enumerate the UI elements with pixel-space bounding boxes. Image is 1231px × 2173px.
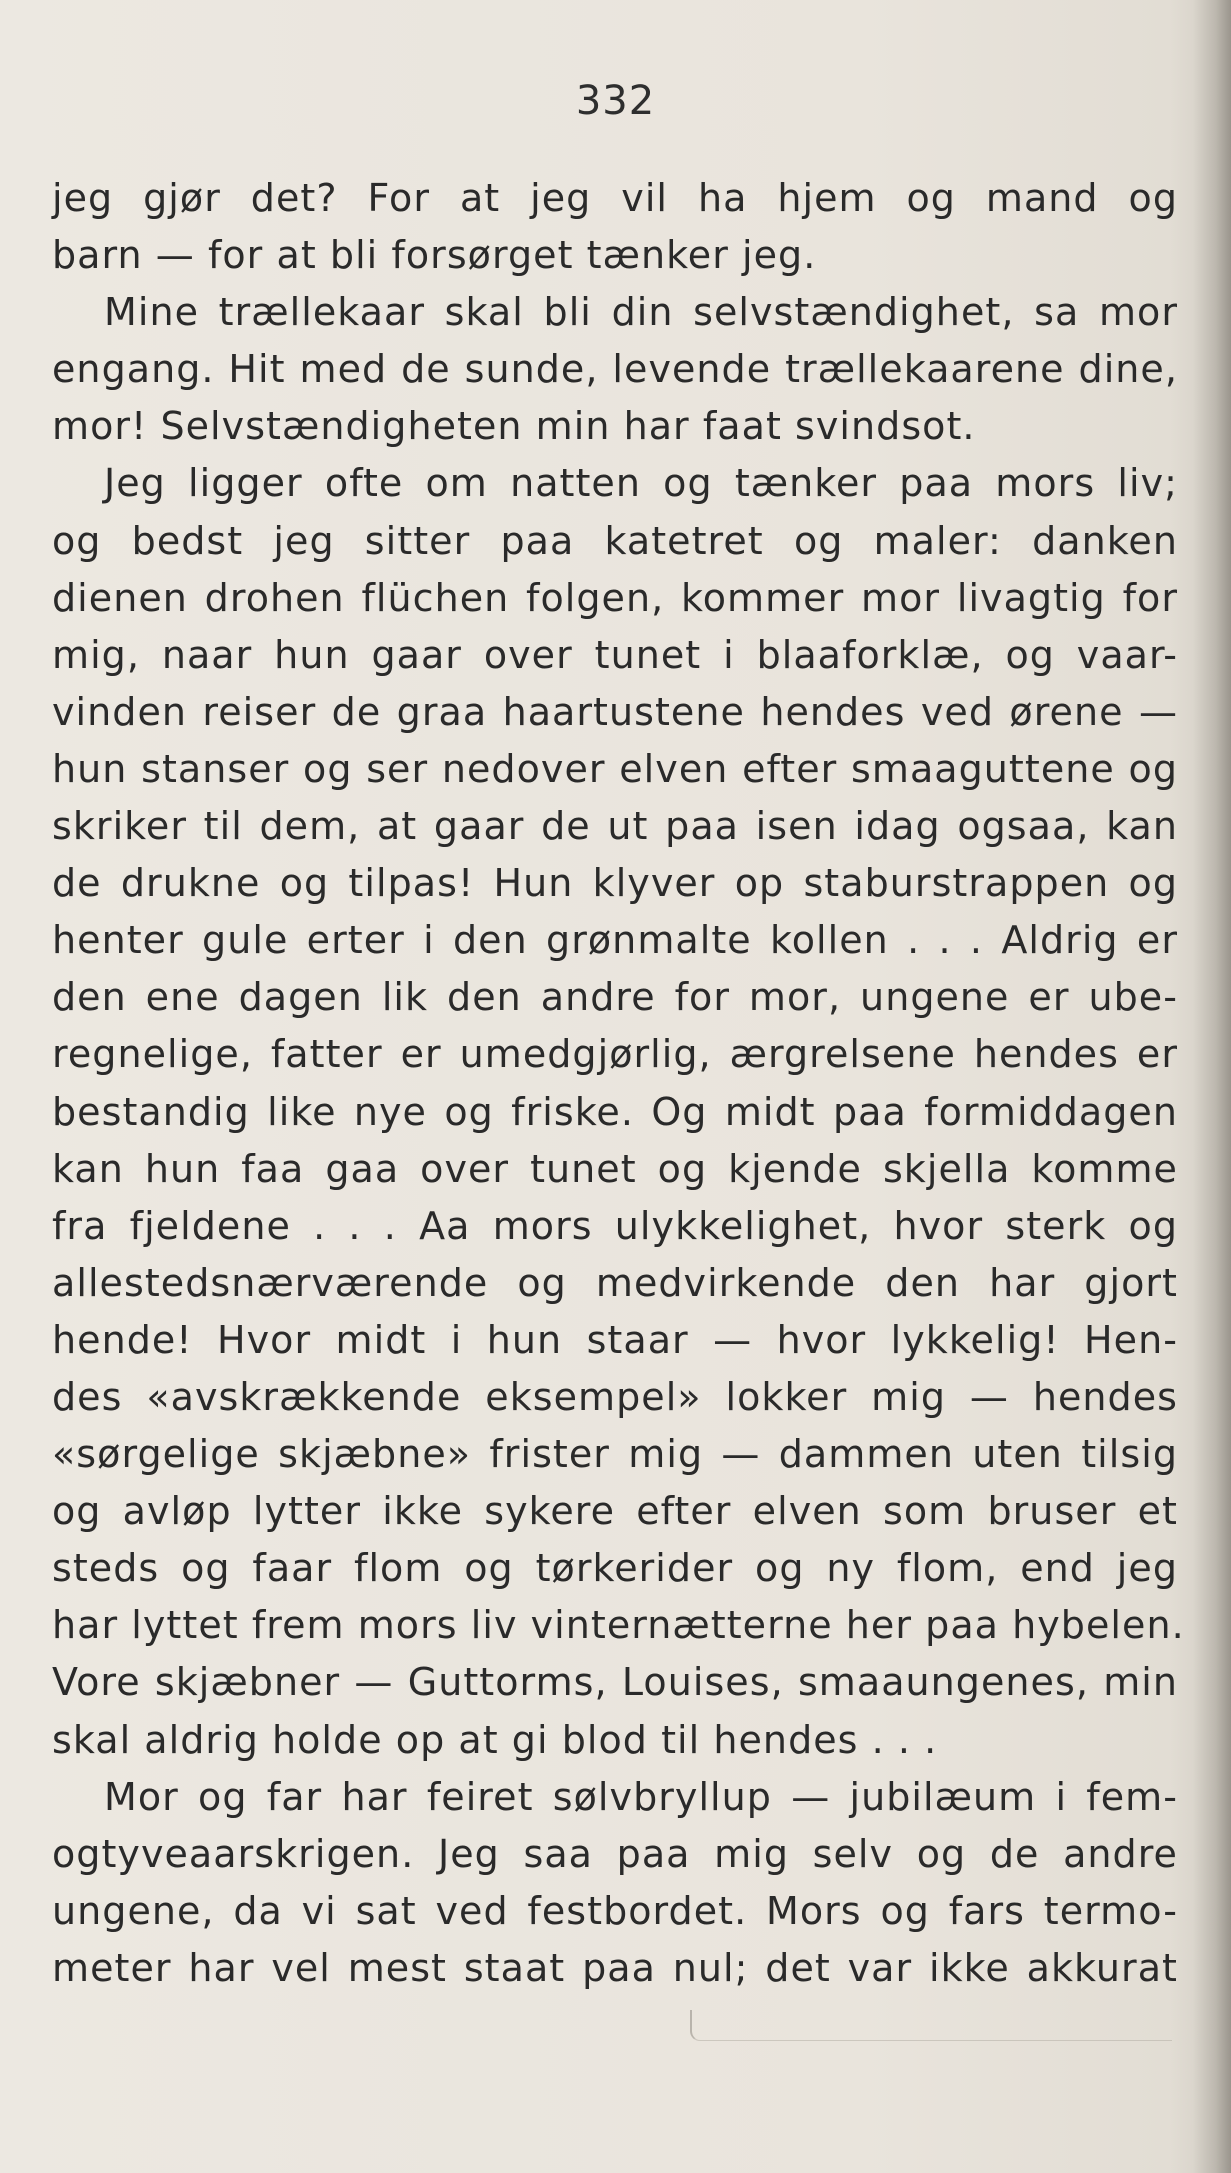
text-line: kan hun faa gaa over tunet og kjende skjella komme xyxy=(52,1146,1178,1191)
text-line: de drukne og tilpas! Hun klyver op staburstrappen og xyxy=(52,861,1178,906)
text-line: barn — for at bli forsørget tænker jeg. xyxy=(52,233,817,278)
text-line: Vore skjæbner — Guttorms, Louises, smaaungenes, min xyxy=(52,1660,1178,1705)
text-line: meter har vel mest staat paa nul; det var ikke akkurat xyxy=(52,1945,1178,1990)
text-line: ogtyveaarskrigen. Jeg saa paa mig selv og de andre xyxy=(52,1831,1178,1876)
text-line: og avløp lytter ikke sykere efter elven som bruser et xyxy=(52,1489,1178,1534)
text-line: mor! Selvstændigheten min har faat svindsot. xyxy=(52,404,976,449)
text-line: des «avskrækkende eksempel» lokker mig — hendes xyxy=(52,1374,1178,1419)
text-line: hun stanser og ser nedover elven efter smaaguttene og xyxy=(52,746,1178,791)
page-number: 332 xyxy=(575,78,656,124)
text-line: skal aldrig holde op at gi blod til hendes . . . xyxy=(52,1717,938,1762)
body-text xyxy=(52,170,1185,1997)
text-line: ungene, da vi sat ved festbordet. Mors og fars termo- xyxy=(52,1888,1178,1933)
text-line: Jeg ligger ofte om natten og tænker paa mors liv; xyxy=(104,461,1178,506)
text-line: steds og faar flom og tørkerider og ny flom, end jeg xyxy=(52,1546,1178,1591)
text-line: mig, naar hun gaar over tunet i blaaforklæ, og vaar- xyxy=(52,632,1178,677)
text-line: den ene dagen lik den andre for mor, ungene er ube- xyxy=(52,975,1178,1020)
text-line: har lyttet frem mors liv vinternætterne her paa hybelen. xyxy=(52,1603,1185,1648)
text-line: dienen drohen flüchen folgen, kommer mor livagtig for xyxy=(52,575,1178,620)
text-line: Mor og far har feiret sølvbryllup — jubilæum i fem- xyxy=(104,1774,1178,1819)
text-line: henter gule erter i den grønmalte kollen . . . Aldrig er xyxy=(52,918,1178,963)
text-line: allestedsnærværende og medvirkende den har gjort xyxy=(52,1260,1178,1305)
text-line: hende! Hvor midt i hun staar — hvor lykkelig! Hen- xyxy=(52,1317,1178,1362)
text-line: vinden reiser de graa haartustene hendes ved ørene — xyxy=(52,689,1178,734)
text-line: og bedst jeg sitter paa katetret og maler: danken xyxy=(52,518,1178,563)
text-line: engang. Hit med de sunde, levende trællekaarene dine, xyxy=(52,347,1178,392)
text-line: bestandig like nye og friske. Og midt paa formiddagen xyxy=(52,1089,1178,1134)
text-line: «sørgelige skjæbne» frister mig — dammen uten tilsig xyxy=(52,1432,1178,1477)
text-line: fra fjeldene . . . Aa mors ulykkelighet, hvor sterk og xyxy=(52,1203,1178,1248)
text-line: Mine trællekaar skal bli din selvstændighet, sa mor xyxy=(104,290,1178,335)
page-edge-shadow xyxy=(1193,0,1231,2173)
text-line: skriker til dem, at gaar de ut paa isen idag ogsaa, kan xyxy=(52,804,1178,849)
text-line: regnelige, fatter er umedgjørlig, ærgrelsene hendes er xyxy=(52,1032,1178,1077)
text-line: jeg gjør det? For at jeg vil ha hjem og mand og xyxy=(52,176,1178,220)
paper-mark xyxy=(690,2010,1172,2041)
